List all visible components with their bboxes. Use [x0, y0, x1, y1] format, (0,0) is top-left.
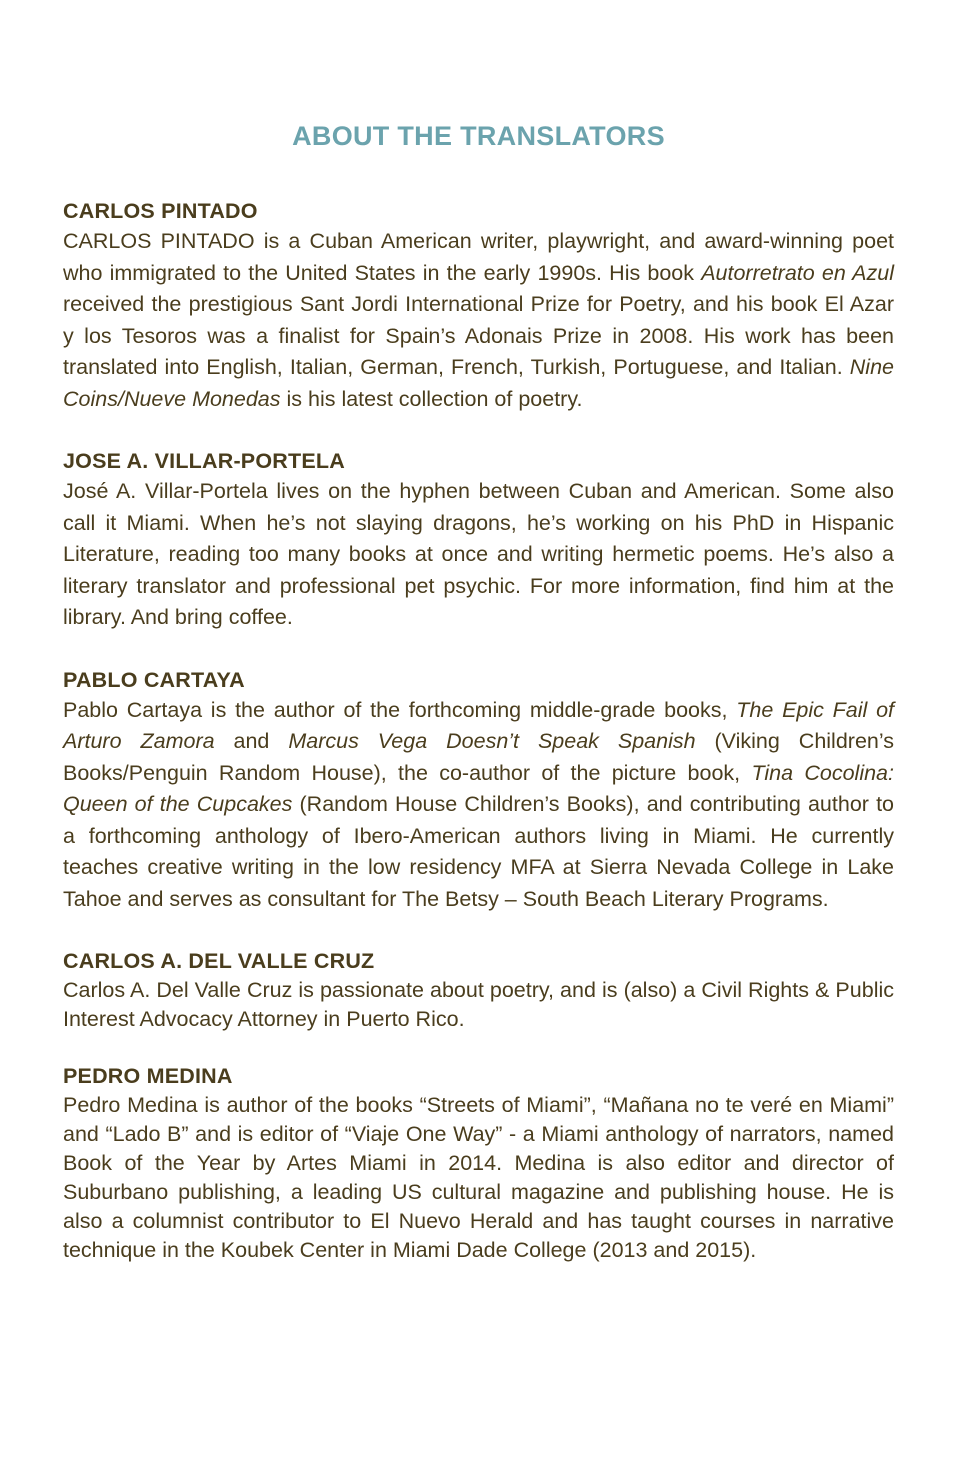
- book-title: Nine Coins/Nueve Monedas: [63, 355, 894, 411]
- bio-name: PEDRO MEDINA: [63, 1064, 233, 1088]
- bio-text-run: Pablo Cartaya is the author of the forthcoming middle-grade books,: [63, 697, 737, 722]
- bio-text-run: José A. Villar-Portela lives on the hyphen between Cuban and American. Some also call it Miami. When he’s not slaying dragons, he’s working on his PhD in Hispanic Literature, reading too many books at once and writing hermetic poems. He’s also a literary translator and professional pet psychic. For more information, find him at the library. And bring coffee.: [63, 479, 894, 629]
- bio-carlos-pintado: [63, 196, 894, 415]
- bio-pedro-medina: [63, 1061, 894, 1265]
- bio-carlos-del-valle-cruz: [63, 946, 894, 1034]
- page-title: ABOUT THE TRANSLATORS: [292, 121, 665, 151]
- bio-text-run: is his latest collection of poetry.: [280, 386, 583, 411]
- bio-text-run: CARLOS PINTADO is a Cuban American writer, playwright, and award-winning poet who immigrated to the United States in the early 1990s. His book: [63, 229, 894, 285]
- bio-name: CARLOS A. DEL VALLE CRUZ: [63, 949, 375, 973]
- bio-text: [63, 226, 894, 415]
- bio-text-run: (Random House Children’s Books), and contributing author to a forthcoming anthology of Ibero-American authors living in Miami. He currently teaches creative writing in the low residency MFA at Sierra Nevada College in Lake Tahoe and serves as consultant for The Betsy – South Beach Literary Programs.: [63, 792, 894, 911]
- bio-name: CARLOS PINTADO: [63, 199, 258, 223]
- book-title: Tina Cocolina: Queen of the Cupcakes: [63, 760, 894, 816]
- bio-text: [63, 976, 894, 1034]
- bio-pablo-cartaya: [63, 665, 894, 916]
- bio-text-run: and: [214, 729, 289, 753]
- bio-text-run: Carlos A. Del Valle Cruz is passionate about poetry, and is (also) a Civil Rights & Public Interest Advocacy Attorney in Puerto Rico.: [63, 978, 894, 1031]
- bio-name: JOSE A. VILLAR-PORTELA: [63, 449, 345, 473]
- bio-text: [63, 1091, 894, 1265]
- bio-jose-villar-portela: [63, 446, 894, 634]
- book-title: The Epic Fail of Arturo Zamora: [63, 697, 895, 753]
- bio-text: [63, 476, 894, 634]
- bio-text-run: Pedro Medina is author of the books “Streets of Miami”, “Mañana no te veré en Miami” and “Lado B” and is editor of “Viaje One Way” - a Miami anthology of narrators, named Book of the Year by Artes Miami in 2014. Medina is also editor and director of Suburbano publishing, a leading US cultural magazine and publishing house. He is also a columnist contributor to El Nuevo Herald and has taught courses in narrative technique in the Koubek Center in Miami Dade College (2013 and 2015).: [63, 1093, 894, 1262]
- book-title: Marcus Vega Doesn’t Speak Spanish: [288, 729, 696, 753]
- bio-text-run: received the prestigious Sant Jordi International Prize for Poetry, and his book El Azar y los Tesoros was a finalist for Spain’s Adonais Prize in 2008. His work has been translated into English, Italian, German, French, Turkish, Portuguese, and Italian.: [63, 292, 894, 379]
- bio-text-run: (Viking Children’s Books/Penguin Random House), the co-author of the picture book,: [63, 729, 894, 785]
- bio-name: PABLO CARTAYA: [63, 667, 245, 692]
- bio-text: [63, 695, 894, 916]
- book-title: Autorretrato en Azul: [701, 260, 894, 285]
